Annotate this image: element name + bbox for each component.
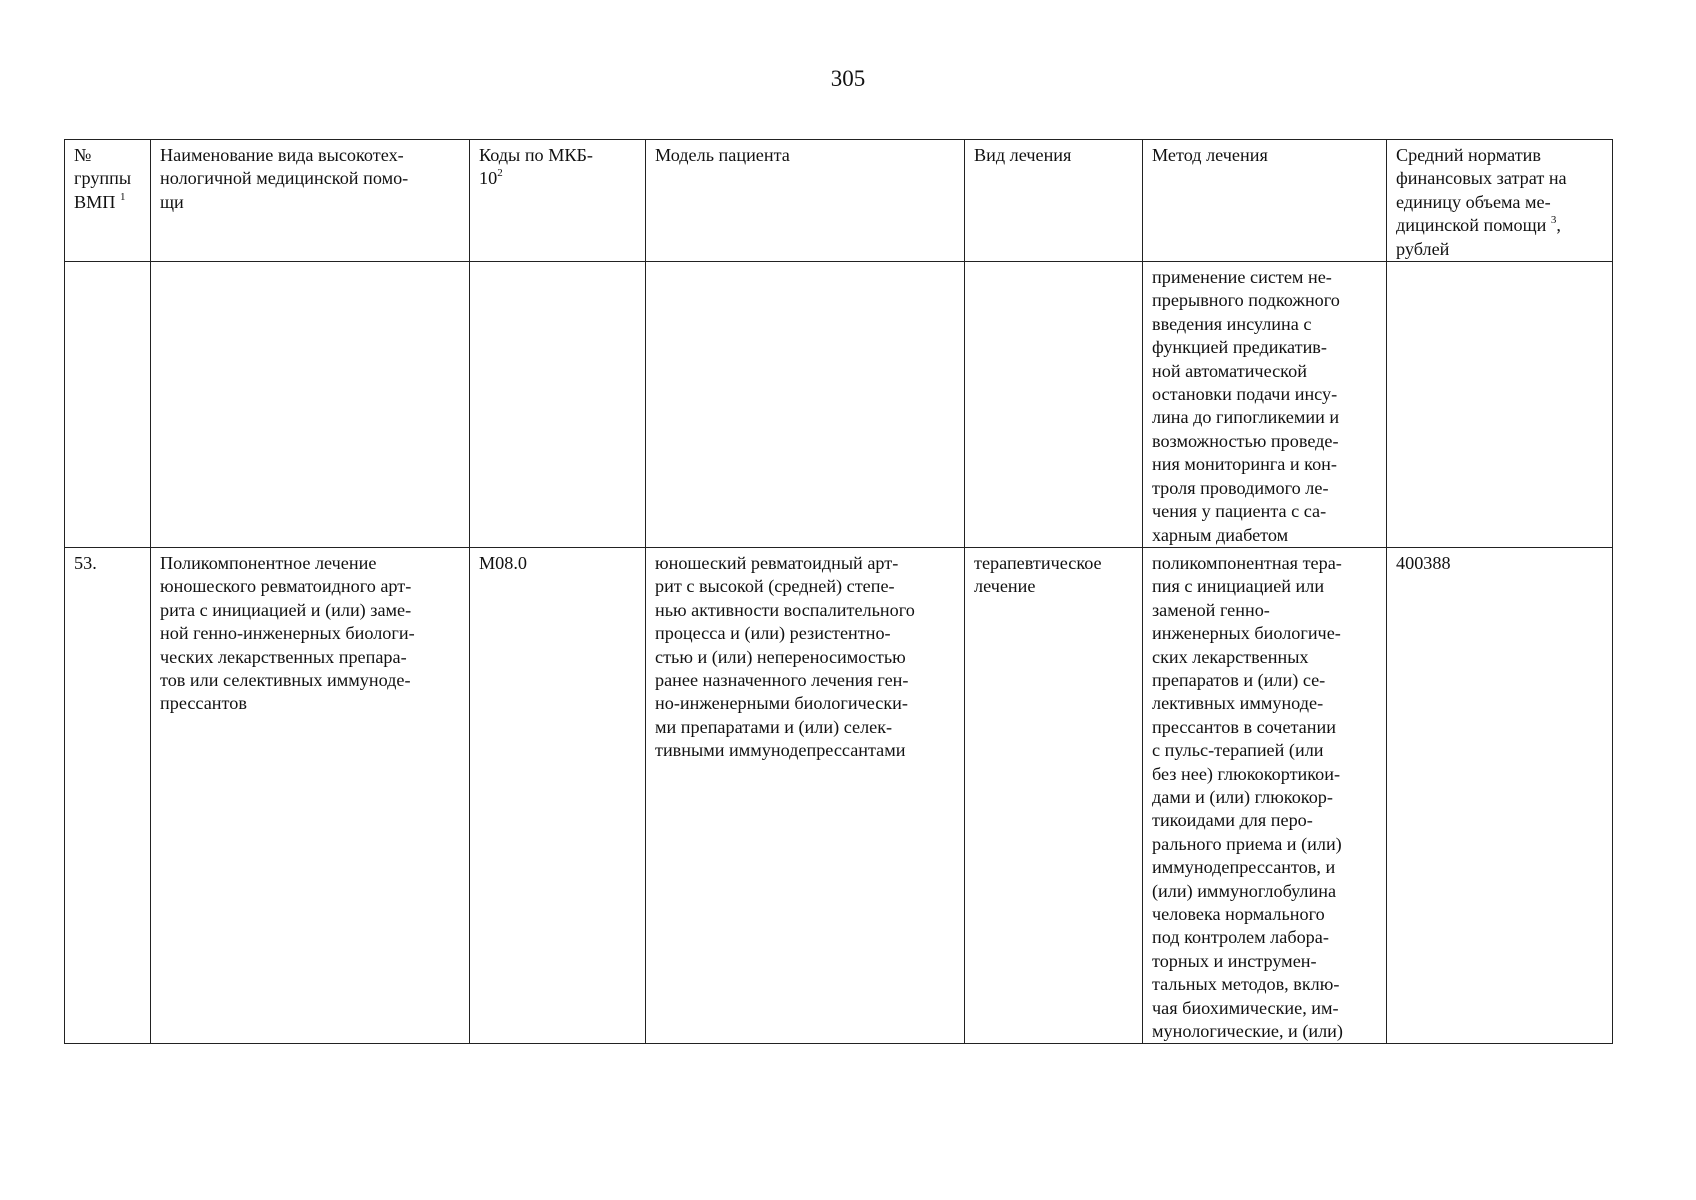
cell-group-number: 53. [65, 547, 151, 1044]
cell-method-continuation: применение систем не- прерывного подкожного введения инсулина с функцией предикатив- ной автоматической остановки подачи инсу- лина до гипогликемии и возможностью проведе- ния мониторинга и кон- троля проводимого ле- чения у пациента с са- харным диабетом [1143, 262, 1387, 548]
cell-treatment-empty [965, 262, 1143, 548]
table-header-row [65, 140, 1613, 262]
cell-treatment-type: терапевтическое лечение [965, 547, 1143, 1044]
cell-patient-model: юношеский ревматоидный арт- рит с высокой (средней) степе- нью активности воспалительного процесса и (или) резистентно- стью и (или) непереносимостью ранее назначенного лечения ген- но-инженерными биологически- ми препаратами и (или) селек- тивными иммунодепрессантами [646, 547, 965, 1044]
cell-name-empty [151, 262, 470, 548]
header-patient-model: Модель пациента [646, 140, 965, 262]
header-care-type-name: Наименование вида высокотех- нологичной медицинской помо- щи [151, 140, 470, 262]
cell-average-cost: 400388 [1387, 547, 1613, 1044]
header-treatment-method: Метод лечения [1143, 140, 1387, 262]
cell-group-empty [65, 262, 151, 548]
header-group-number: № группы ВМП $^1$ [65, 140, 151, 262]
cell-care-type-name: Поликомпонентное лечение юношеского ревматоидного арт- рита с инициацией и (или) заме- ной генно-инженерных биологи- ческих лекарственных препара- тов или селективных иммуноде- прессантов [151, 547, 470, 1044]
cell-model-empty [646, 262, 965, 548]
header-icd-codes: Коды по МКБ- $10^2$ [470, 140, 646, 262]
table-row-continuation [65, 262, 1613, 548]
cell-treatment-method: поликомпонентная тера- пия с инициацией или заменой генно- инженерных биологиче- ских лекарственных препаратов и (или) се- лективных иммуноде- прессантов в сочетании с пульс-терапией (или без нее) глюкокортикои- дами и (или) глюкокор- тикоидами для перо- рального приема и (или) иммунодепрессантов, и (или) иммуноглобулина человека нормального под контролем лабора- торных и инструмен- тальных методов, вклю- чая биохимические, им- мунологические, и (или) [1143, 547, 1387, 1044]
cell-cost-empty [1387, 262, 1613, 548]
table-row-53 [65, 547, 1613, 1044]
vmp-table [64, 139, 1613, 1044]
page-number: 305 [830, 66, 866, 91]
header-treatment-type: Вид лечения [965, 140, 1143, 262]
header-average-cost: Средний норматив финансовых затрат на единицу объема ме- дицинской помощи $^3$, рублей [1387, 140, 1613, 262]
cell-code-empty [470, 262, 646, 548]
cell-icd-code: M08.0 [470, 547, 646, 1044]
